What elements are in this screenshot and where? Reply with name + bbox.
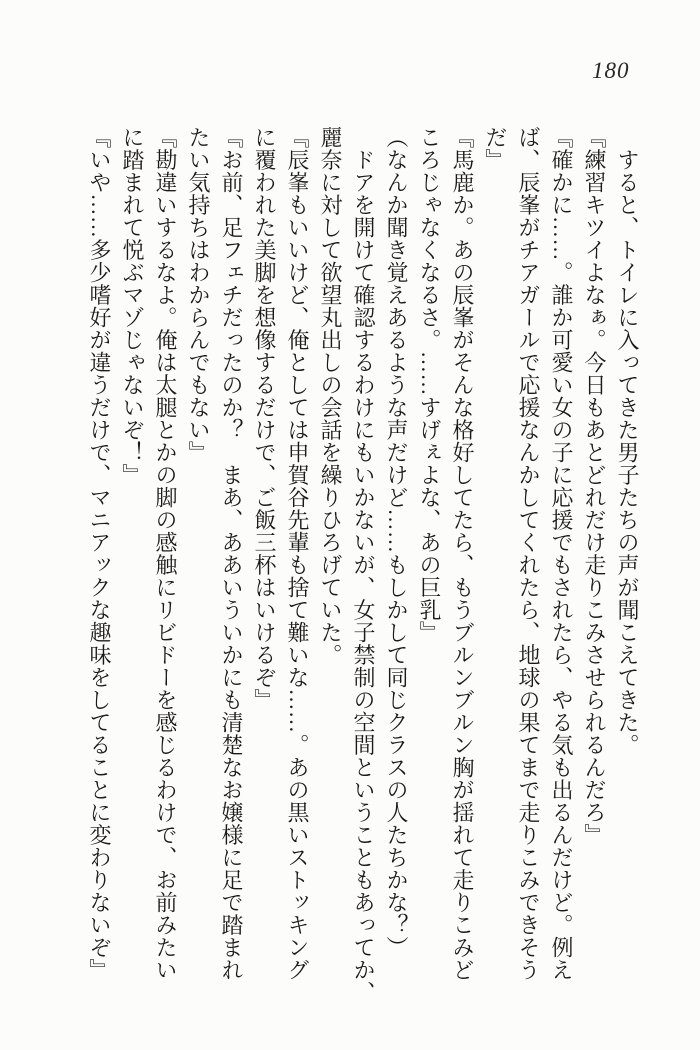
text-line: 『辰峯もいいけど、俺としては申賀谷先輩も捨て難いな……。あの黒いストッキング — [285, 126, 310, 981]
text-line: ば、辰峯がチアガールで応援なんかしてくれたら、地球の果てまで走りこみできそう — [516, 126, 541, 981]
text-line: すると、トイレに入ってきた男子たちの声が聞こえてきた。 — [615, 126, 640, 756]
text-block — [83, 126, 644, 1004]
page-number: 180 — [592, 58, 630, 83]
text-line: に踏まれて悦ぶマゾじゃないぞ！』 — [120, 126, 145, 486]
text-line: （なんか聞き覚えあるような声だけど……もしかして同じクラスの人たちかな？） — [384, 126, 409, 959]
text-line: ころじゃなくなるさ。……すげぇよな、あの巨乳』 — [417, 126, 442, 644]
text-line: 『いや……多少嗜好が違うだけで、マニアックな趣味をしてることに変わりないぞ』 — [87, 126, 112, 981]
text-line: だ』 — [483, 126, 508, 171]
text-line: 『練習キツイよなぁ。今日もあとどれだけ走りこみさせられるんだろ』 — [582, 126, 607, 846]
text-line: ドアを開けて確認するわけにもいかないが、女子禁制の空間ということもあってか、 — [351, 126, 376, 1004]
text-line: たい気持ちはわからんでもない』 — [186, 126, 211, 464]
text-line: 『確かに……。誰か可愛い女の子に応援でもされたら、やる気も出るんだけど。例え — [549, 126, 574, 981]
text-line: 麗奈に対して欲望丸出しの会話を繰りひろげていた。 — [318, 126, 343, 666]
text-line: 『勘違いするなよ。俺は太腿とかの脚の感触にリビドーを感じるわけで、お前みたい — [153, 126, 178, 981]
text-line: に覆われた美脚を想像するだけで、ご飯三杯はいけるぞ』 — [252, 126, 277, 711]
text-line: 『馬鹿か。あの辰峯がそんな格好してたら、もうブルンブルン胸が揺れて走りこみど — [450, 126, 475, 981]
text-line: 『お前、足フェチだったのか？ まあ、ああいういかにも清楚なお嬢様に足で踏まれ — [219, 126, 244, 981]
